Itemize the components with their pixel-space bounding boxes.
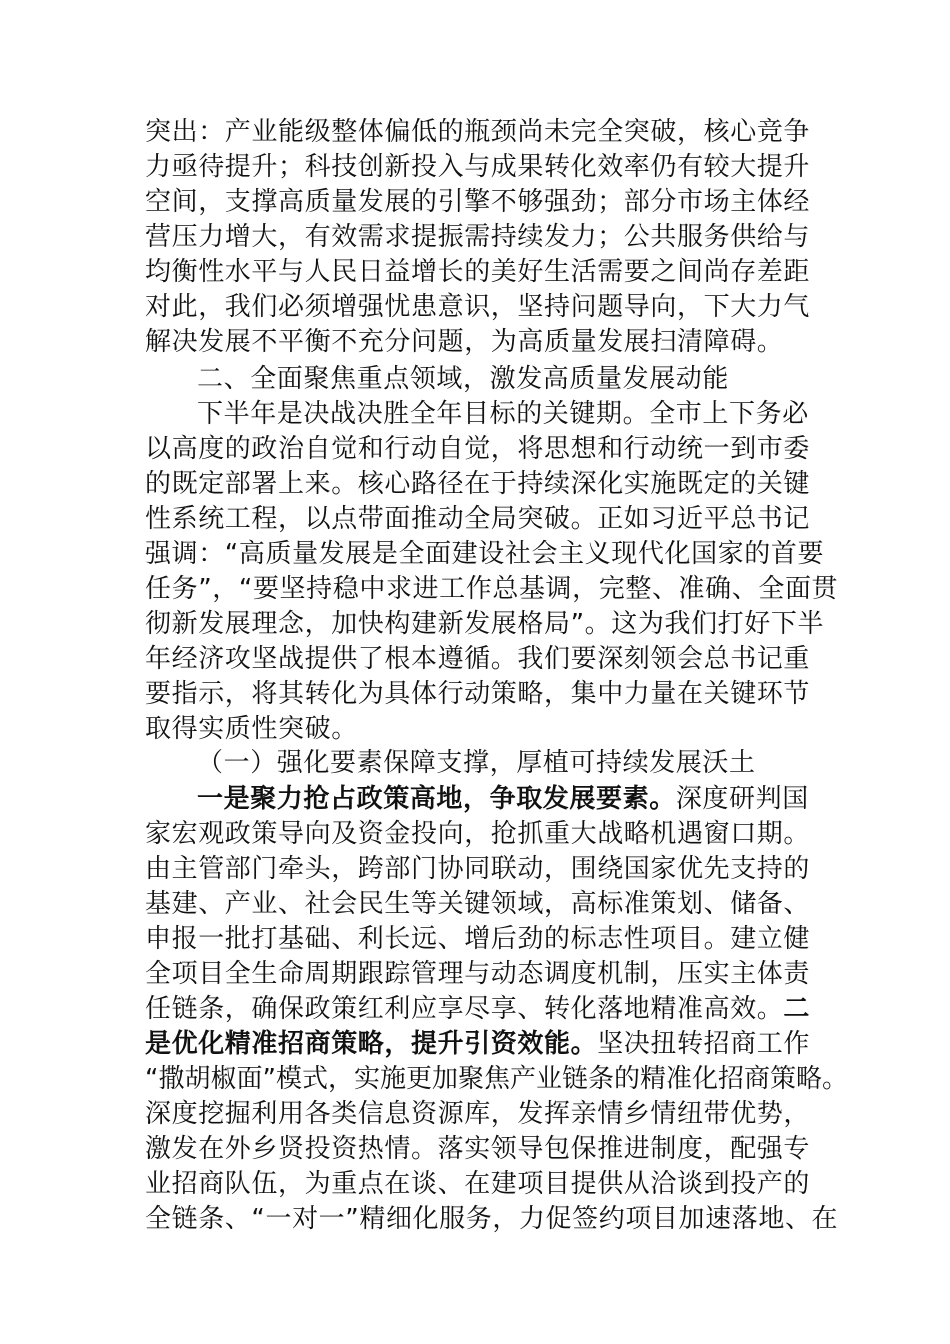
body-line: 全项目全生命周期跟踪管理与动态调度机制，压实主体责 — [145, 959, 811, 989]
body-line: 由主管部门牵头，跨部门协同联动，围绕国家优先支持的 — [145, 854, 811, 884]
point-2-lead-b: 是优化精准招商策略，提升引资效能。 — [145, 1029, 598, 1059]
body-line: 年经济攻坚战提供了根本遵循。我们要深刻领会总书记重 — [145, 644, 811, 674]
body-line — [197, 782, 809, 816]
body-line: 对此，我们必须增强忧患意识，坚持问题导向，下大力气 — [145, 292, 811, 322]
body-text: 任链条，确保政策红利应享尽享、转化落地精准高效。 — [145, 994, 784, 1024]
body-line: 突出：产业能级整体偏低的瓶颈尚未完全突破，核心竞争 — [145, 117, 811, 147]
body-line: 要指示，将其转化为具体行动策略，集中力量在关键环节 — [145, 679, 811, 709]
point-2-lead-a: 二 — [783, 994, 811, 1024]
point-1-lead: 一是聚力抢占政策高地，争取发展要素。 — [197, 784, 676, 814]
body-line: 的既定部署上来。核心路径在于持续深化实施既定的关键 — [145, 469, 811, 499]
subsection-heading: （一）强化要素保障支撑，厚植可持续发展沃土 — [197, 748, 756, 778]
body-line: 深度挖掘利用各类信息资源库，发挥亲情乡情纽带优势， — [145, 1099, 811, 1129]
body-line: 下半年是决战决胜全年目标的关键期。全市上下务必 — [197, 399, 809, 429]
body-line: 空间，支撑高质量发展的引擎不够强劲；部分市场主体经 — [145, 187, 811, 217]
body-line: 业招商队伍，为重点在谈、在建项目提供从洽谈到投产的 — [145, 1169, 811, 1199]
body-line: 解决发展不平衡不充分问题，为高质量发展扫清障碍。 — [145, 327, 784, 357]
body-line: 性系统工程，以点带面推动全局突破。正如习近平总书记 — [145, 504, 811, 534]
point-2-text: 坚决扭转招商工作 — [597, 1029, 811, 1059]
body-line: 激发在外乡贤投资热情。落实领导包保推进制度，配强专 — [145, 1134, 811, 1164]
body-line: 以高度的政治自觉和行动自觉，将思想和行动统一到市委 — [145, 434, 811, 464]
section-heading: 二、全面聚焦重点领域，激发高质量发展动能 — [197, 364, 730, 394]
body-line: 强调：“高质量发展是全面建设社会主义现代化国家的首要 — [145, 539, 825, 569]
body-line: 家宏观政策导向及资金投向，抢抓重大战略机遇窗口期。 — [145, 819, 811, 849]
body-line: “撒胡椒面”模式，实施更加聚焦产业链条的精准化招商策略。 — [145, 1064, 848, 1094]
body-line: 营压力增大，有效需求提振需持续发力；公共服务供给与 — [145, 222, 811, 252]
body-line: 均衡性水平与人民日益增长的美好生活需要之间尚存差距 — [145, 257, 811, 287]
body-line: 基建、产业、社会民生等关键领域，高标准策划、储备、 — [145, 889, 811, 919]
body-line: 力亟待提升；科技创新投入与成果转化效率仍有较大提升 — [145, 152, 811, 182]
point-1-text: 深度研判国 — [675, 784, 809, 814]
body-line: 全链条、“一对一”精细化服务，力促签约项目加速落地、在 — [145, 1204, 839, 1234]
body-line: 取得实质性突破。 — [145, 714, 358, 744]
body-line — [145, 1027, 810, 1061]
body-line: 申报一批打基础、利长远、增后劲的标志性项目。建立健 — [145, 924, 811, 954]
body-line: 彻新发展理念，加快构建新发展格局”。这为我们打好下半 — [145, 609, 825, 639]
body-line: 任务”，“要坚持稳中求进工作总基调，完整、准确、全面贯 — [145, 574, 839, 604]
body-line — [145, 992, 810, 1026]
